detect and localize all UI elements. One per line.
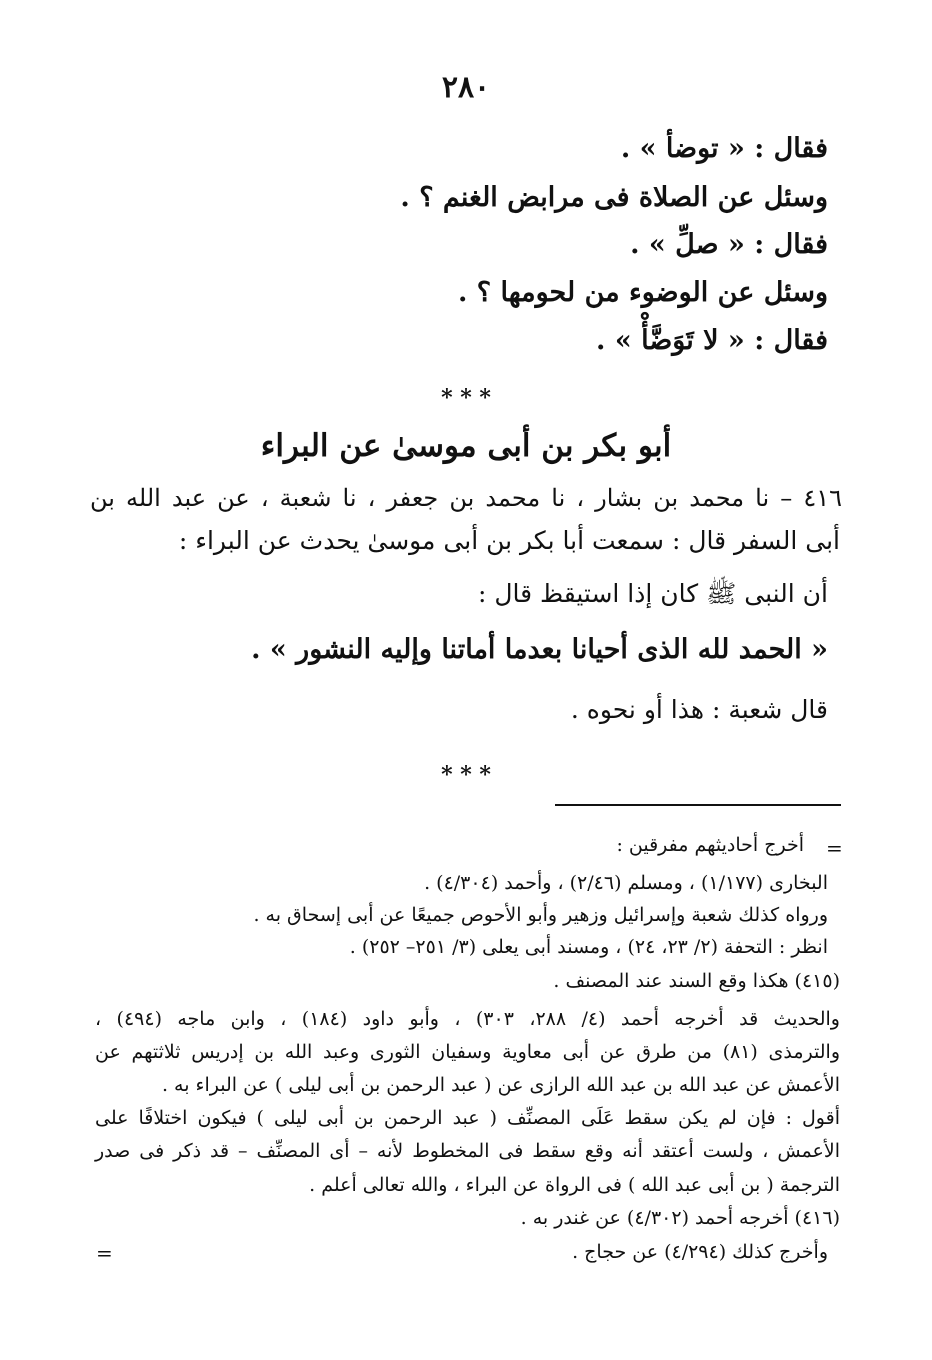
footnote-line-9: أقول : فإن لم يكن سقط عَلَى المصنِّف ( عبد الرحمن بن أبى ليلى ) فيكون اختلافًا على	[95, 1107, 840, 1129]
footnote-line-5: (٤١٥) هكذا وقع السند عند المصنف .	[553, 970, 840, 992]
footnote-line-11: الترجمة ( بن أبى عبد الله ) فى الرواة عن البراء ، والله تعالى أعلم .	[309, 1174, 840, 1196]
main-line-3: فقال : « صلِّ » .	[630, 229, 828, 260]
footnote-line-2: البخارى (١/١٧٧) ، ومسلم (٢/٤٦) ، وأحمد (٤/٣٠٤) .	[424, 872, 828, 894]
section-heading: أبو بكر بن أبى موسىٰ عن البراء	[260, 428, 672, 464]
main-line-4: وسئل عن الوضوء من لحومها ؟ .	[457, 277, 828, 308]
main-line-2: وسئل عن الصلاة فى مرابض الغنم ؟ .	[400, 182, 828, 213]
page-number: ٢٨٠	[441, 70, 491, 105]
main-line-1: فقال : « توضأ » .	[620, 133, 828, 164]
section-separator: * * *	[441, 385, 491, 411]
footnote-line-4: انظر : التحفة (٢/ ٢٣، ٢٤) ، ومسند أبى يعلى (٣/ ٢٥١– ٢٥٢) .	[349, 936, 828, 958]
continuation-mark-end: =	[96, 1241, 113, 1265]
continuation-mark: =	[826, 836, 843, 860]
footnote-rule	[555, 804, 841, 806]
main-line-5: فقال : « لا تَوَضَّأْ » .	[596, 325, 828, 356]
hadith-line-3: أن النبى ﷺ كان إذا استيقظ قال :	[477, 579, 828, 608]
footnote-line-3: ورواه كذلك شعبة وإسرائيل وزهير وأبو الأحوص جميعًا عن أبى إسحاق به .	[253, 904, 828, 926]
footnote-line-13: وأخرج كذلك (٤/٢٩٤) عن حجاج .	[572, 1241, 828, 1263]
footnote-line-10: الأعمش ، ولست أعتقد أنه وقع سقط فى المخطوط لأنه – أى المصنِّف – قد ذكر فى صدر	[95, 1140, 840, 1162]
hadith-line-5: قال شعبة : هذا أو نحوه .	[570, 695, 828, 724]
hadith-line-1: ٤١٦ – نا محمد بن بشار ، نا محمد بن جعفر ، نا شعبة ، عن عبد الله بن	[90, 484, 842, 512]
footnote-line-8: الأعمش عن عبد الله بن عبد الله الرازى عن ( عبد الرحمن بن أبى ليلى ) عن البراء به .	[161, 1074, 840, 1096]
footnote-line-12: (٤١٦) أخرجه أحمد (٤/٣٠٢) عن غندر به .	[520, 1207, 840, 1229]
footnote-line-7: والترمذى (٨١) من طرق عن أبى معاوية وسفيان الثورى وعبد الله بن إدريس ثلاثتهم عن	[95, 1041, 840, 1063]
hadith-line-4: « الحمد لله الذى أحيانا بعدما أماتنا وإليه النشور » .	[251, 634, 828, 665]
hadith-line-2: أبى السفر قال : سمعت أبا بكر بن أبى موسىٰ يحدث عن البراء :	[178, 526, 840, 555]
section-separator-2: * * *	[441, 762, 491, 788]
footnote-line-1: أخرج أحاديثهم مفرقين :	[616, 834, 804, 856]
footnote-line-6: والحديث قد أخرجه أحمد (٤/ ٢٨٨، ٣٠٣) ، وأبو داود (١٨٤) ، وابن ماجه (٤٩٤) ،	[95, 1008, 840, 1030]
